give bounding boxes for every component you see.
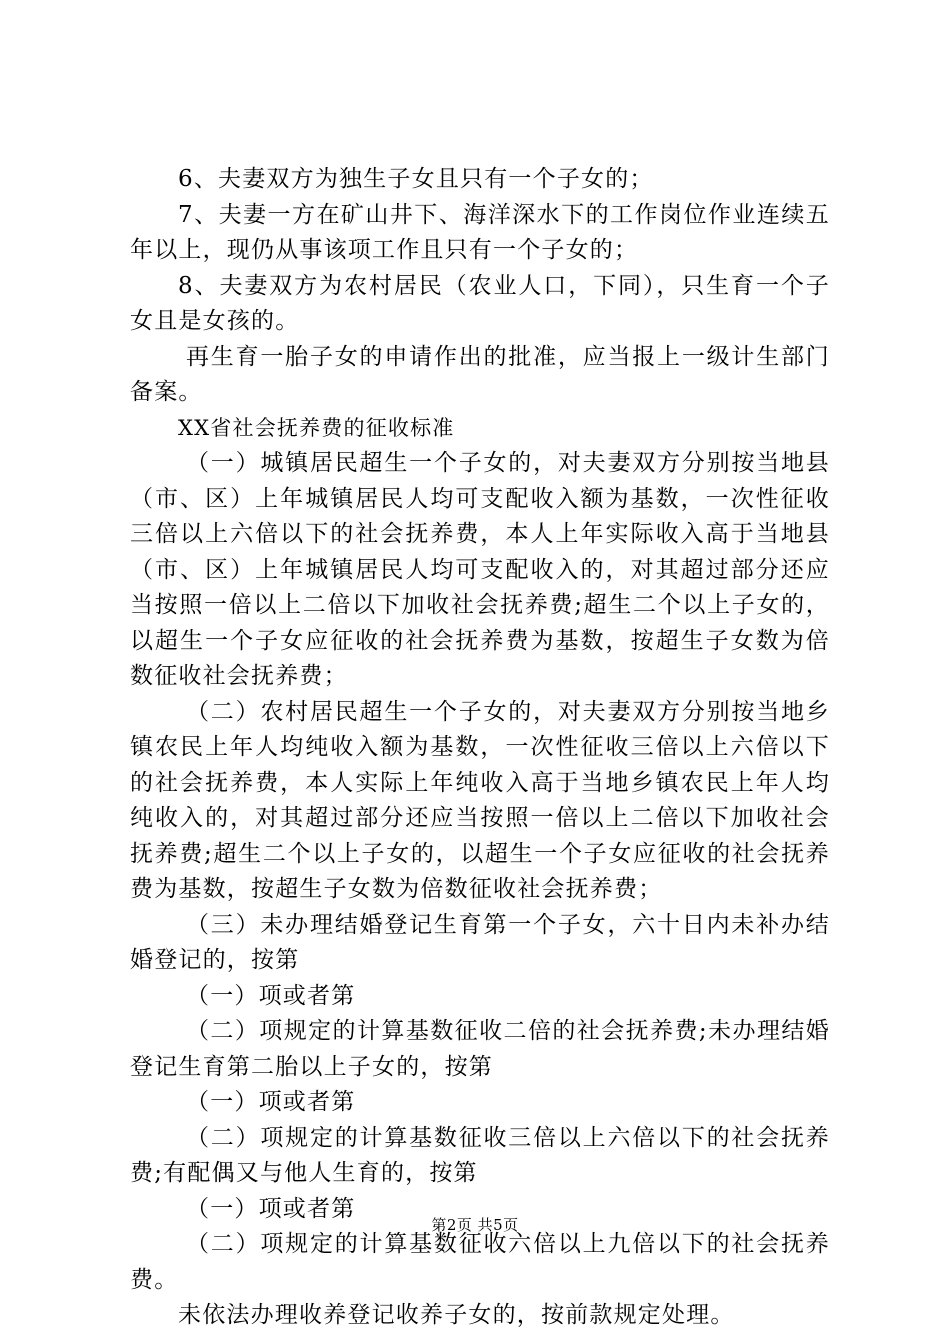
paragraph-rural-residents: （二）农村居民超生一个子女的，对夫妻双方分别按当地乡镇农民上年人均纯收入额为基数，一次性征收三倍以上六倍以下的社会抚养费，本人实际上年纯收入高于当地乡镇农民上年人均纯收入的，对其超过部分还应当按照一倍以上二倍以下加收社会抚养费;超生二个以上子女的，以超生一个子女应征收的社会抚养费为基数，按超生子女数为倍数征收社会抚养费； <box>130 698 830 902</box>
paragraph-item-ref-3: （一）项或者第 <box>186 1089 356 1115</box>
paragraph-item-ref-2: （二）项规定的计算基数征收二倍的社会抚养费;未办理结婚登记生育第二胎以上子女的，按第 <box>130 1018 830 1080</box>
paragraph-adoption: 未依法办理收养登记收养子女的，按前款规定处理。 <box>178 1302 735 1328</box>
paragraph-item-ref-1: （一）项或者第 <box>186 982 356 1009</box>
page-number-footer: 第2页 共5页 <box>431 1216 519 1234</box>
paragraph-item-ref-6: （二）项规定的计算基数征收六倍以上九倍以下的社会抚养费。 <box>130 1231 830 1293</box>
paragraph-unregistered-marriage: （三）未办理结婚登记生育第一个子女，六十日内未补办结婚登记的，按第 <box>130 911 830 973</box>
paragraph-item-7: 7、夫妻一方在矿山井下、海洋深水下的工作岗位作业连续五年以上，现仍从事该项工作且只有一个子女的； <box>130 201 830 263</box>
document-body <box>130 162 830 1334</box>
paragraph-item-8: 8、夫妻双方为农村居民（农业人口，下同），只生育一个子女且是女孩的。 <box>130 272 830 334</box>
paragraph-approval-filing: 再生育一胎子女的申请作出的批准，应当报上一级计生部门备案。 <box>130 343 830 405</box>
paragraph-item-ref-4: （二）项规定的计算基数征收三倍以上六倍以下的社会抚养费;有配偶又与他人生育的，按第 <box>130 1124 830 1186</box>
paragraph-urban-residents: （一）城镇居民超生一个子女的，对夫妻双方分别按当地县（市、区）上年城镇居民人均可支配收入额为基数，一次性征收三倍以上六倍以下的社会抚养费，本人上年实际收入高于当地县（市、区）上年城镇居民人均可支配收入的，对其超过部分还应当按照一倍以上二倍以下加收社会抚养费;超生二个以上子女的，以超生一个子女应征收的社会抚养费为基数，按超生子女数为倍数征收社会抚养费； <box>130 450 830 689</box>
paragraph-item-ref-5: （一）项或者第 <box>186 1195 356 1222</box>
section-heading-fee-standard: XX省社会抚养费的征收标准 <box>178 415 455 440</box>
paragraph-item-6: 6、夫妻双方为独生子女且只有一个子女的； <box>178 166 654 192</box>
